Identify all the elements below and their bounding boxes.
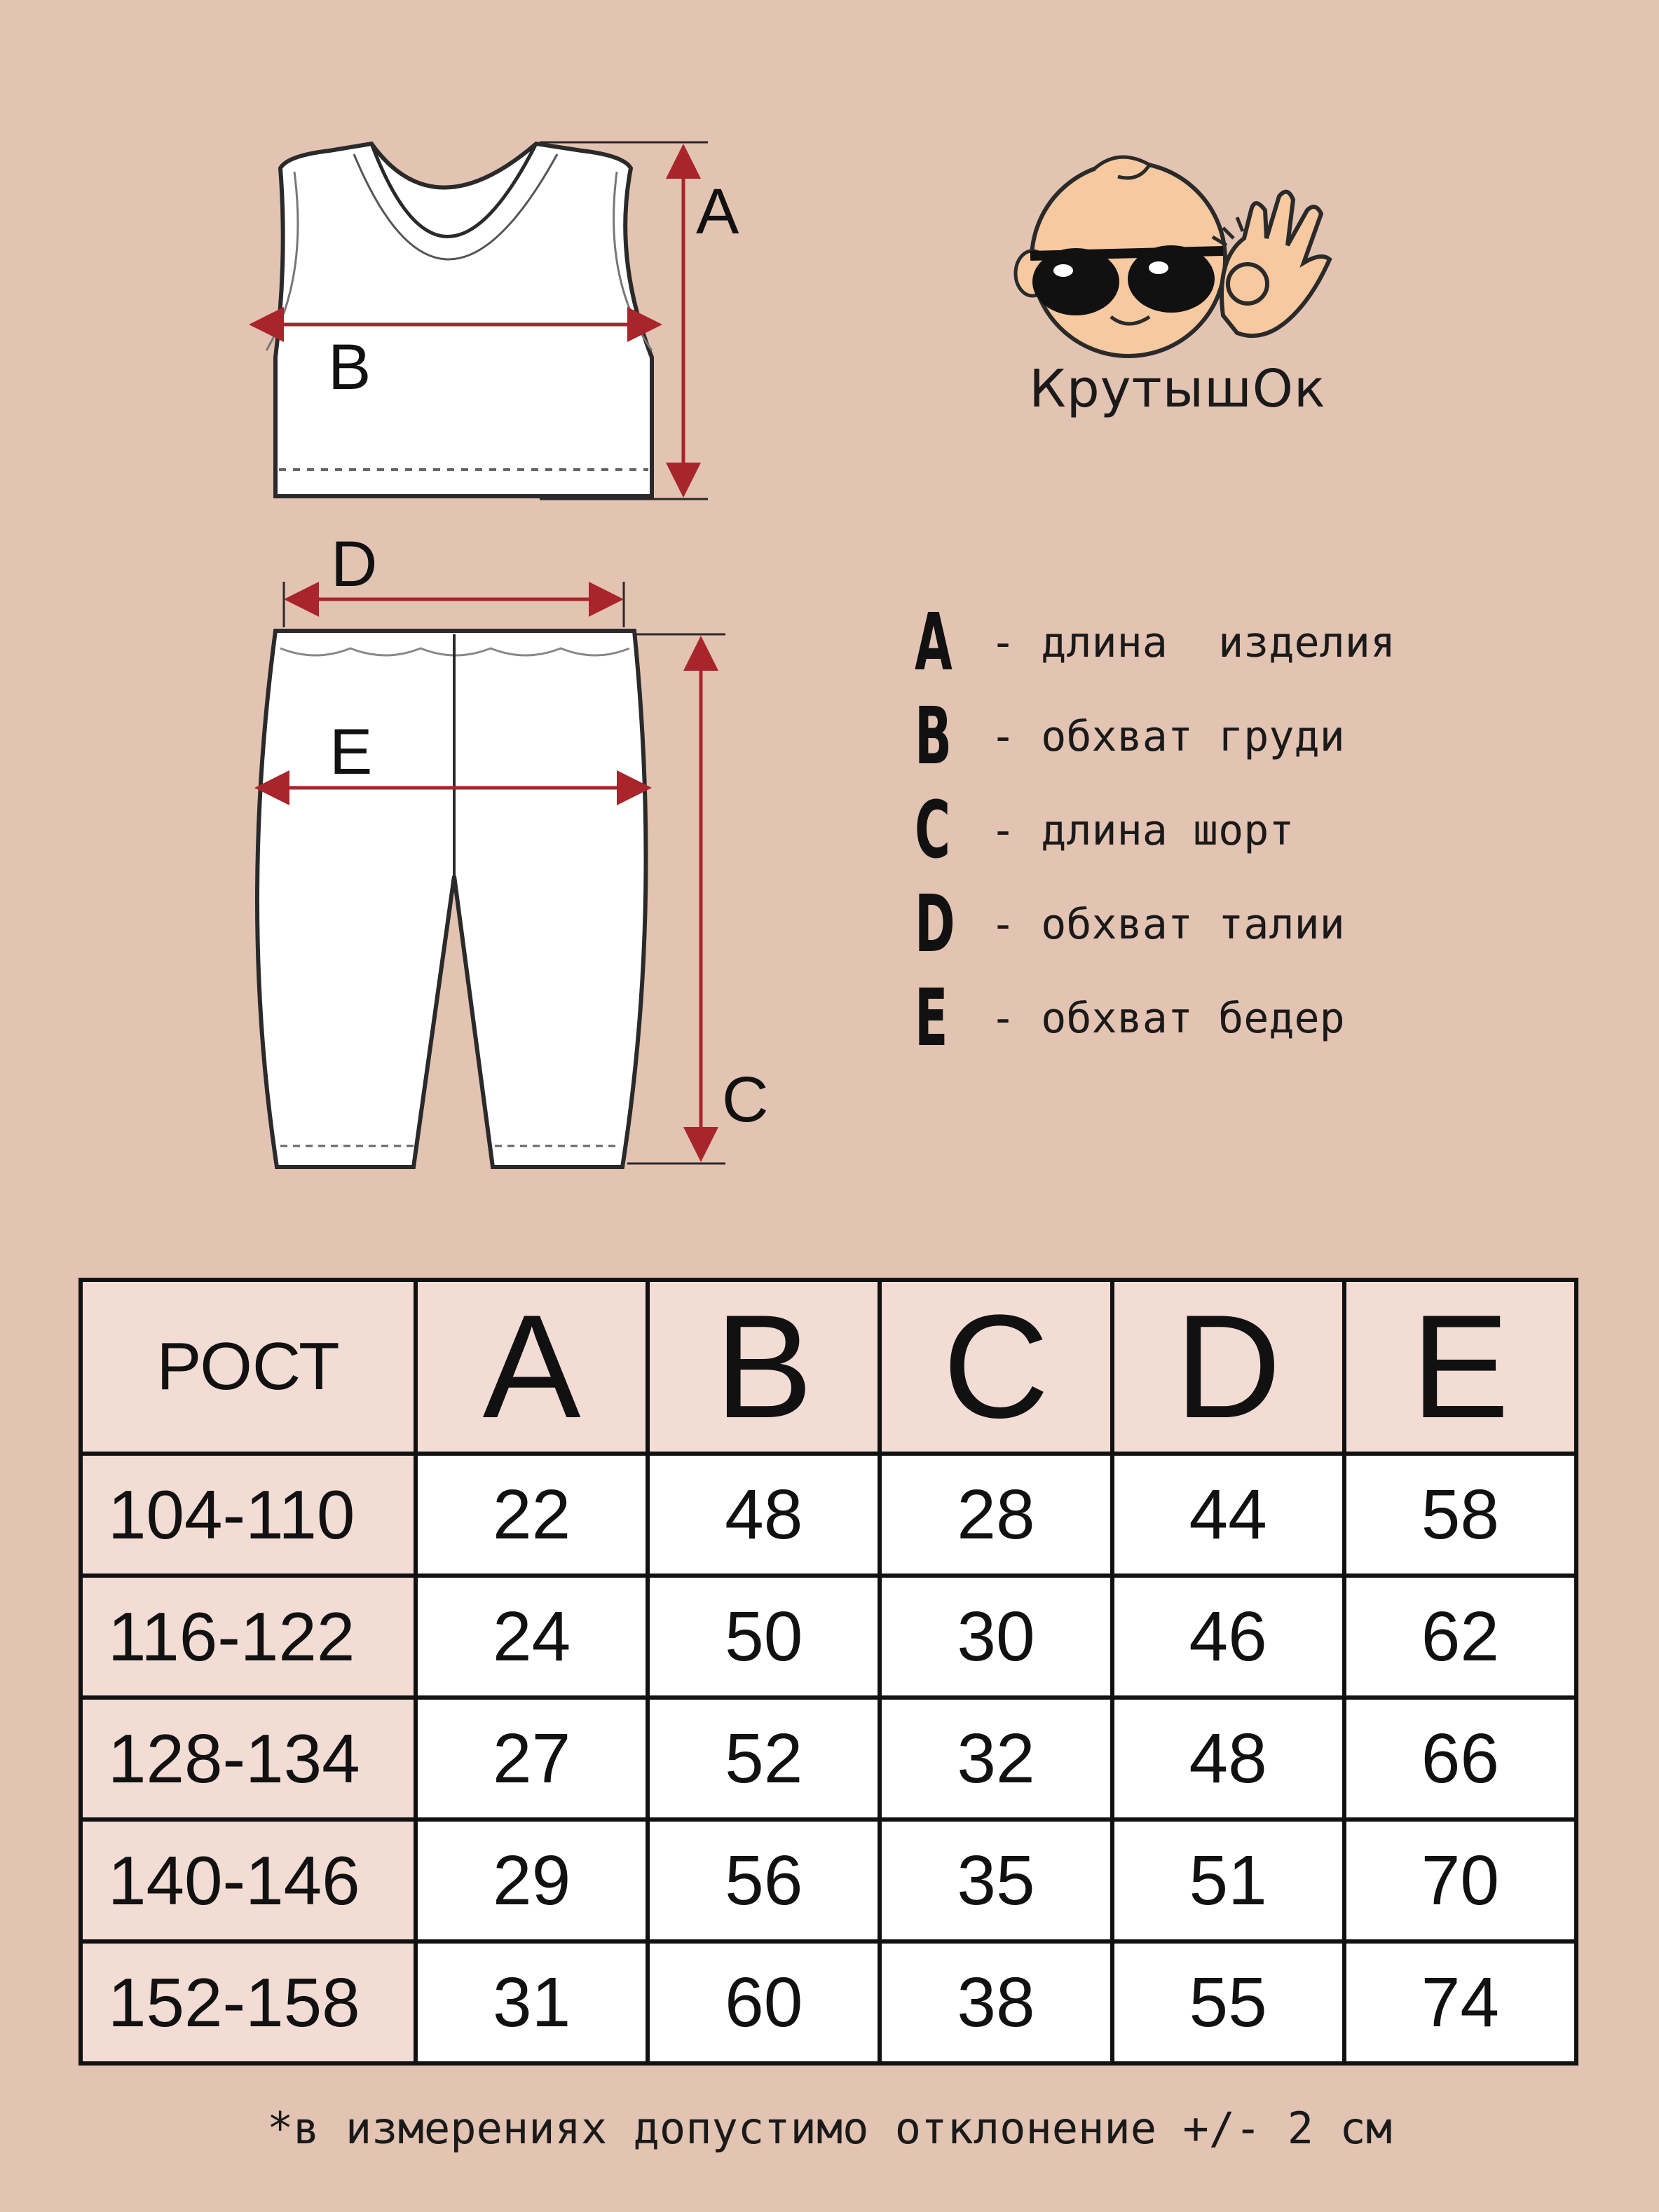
cell-a: 27 — [416, 1698, 648, 1820]
legend-item-d — [915, 878, 1395, 971]
size-table — [78, 1278, 1578, 2066]
diagram-label-e: E — [329, 716, 373, 788]
cell-c: 35 — [880, 1820, 1112, 1941]
cell-c: 30 — [880, 1576, 1112, 1698]
legend-key: B — [915, 691, 952, 782]
legend-item-a — [915, 596, 1395, 690]
tank-top-icon — [266, 144, 652, 496]
cell-b: 48 — [648, 1454, 880, 1576]
cell-b: 60 — [648, 1941, 880, 2063]
legend-text: - длина изделия — [990, 618, 1395, 667]
header-b: B — [648, 1280, 880, 1454]
cell-a: 31 — [416, 1941, 648, 2063]
shorts-icon — [257, 631, 646, 1167]
cell-c: 38 — [880, 1941, 1112, 2063]
cell-d: 44 — [1112, 1454, 1344, 1576]
baby-face-sunglasses-ok-hand-icon — [1013, 133, 1377, 364]
row-height: 128-134 — [81, 1698, 416, 1820]
measurement-legend — [915, 596, 1395, 1065]
legend-text: - обхват талии — [990, 900, 1345, 949]
legend-item-e — [915, 971, 1395, 1065]
header-d: D — [1112, 1280, 1344, 1454]
row-height: 140-146 — [81, 1820, 416, 1941]
legend-key: D — [915, 879, 955, 970]
table-row — [81, 1576, 1576, 1698]
legend-text: - длина шорт — [990, 806, 1295, 855]
header-height: РОСТ — [81, 1280, 416, 1454]
legend-key: C — [915, 785, 950, 876]
cell-c: 32 — [880, 1698, 1112, 1820]
cell-b: 52 — [648, 1698, 880, 1820]
table-header-row — [81, 1280, 1576, 1454]
legend-item-b — [915, 690, 1395, 784]
table-row — [81, 1820, 1576, 1941]
table-row — [81, 1454, 1576, 1576]
cell-e: 74 — [1344, 1941, 1576, 2063]
table-row — [81, 1941, 1576, 2063]
header-c: C — [880, 1280, 1112, 1454]
brand-logo — [1013, 133, 1377, 428]
cell-a: 22 — [416, 1454, 648, 1576]
cell-e: 62 — [1344, 1576, 1576, 1698]
cell-b: 50 — [648, 1576, 880, 1698]
row-height: 104-110 — [81, 1454, 416, 1576]
brand-name: КрутышОк — [1029, 359, 1326, 419]
row-height: 152-158 — [81, 1941, 416, 2063]
row-height: 116-122 — [81, 1576, 416, 1698]
cell-a: 29 — [416, 1820, 648, 1941]
cell-d: 48 — [1112, 1698, 1344, 1820]
header-e: E — [1344, 1280, 1576, 1454]
legend-key: E — [915, 973, 948, 1064]
table-row — [81, 1698, 1576, 1820]
diagram-label-d: D — [331, 528, 378, 600]
measurement-footnote: *в измерениях допустимо отклонение +/- 2 см — [266, 2103, 1393, 2154]
diagram-label-b: B — [328, 332, 371, 403]
legend-item-c — [915, 784, 1395, 878]
legend-text: - обхват груди — [990, 712, 1345, 761]
cell-a: 24 — [416, 1576, 648, 1698]
cell-c: 28 — [880, 1454, 1112, 1576]
cell-e: 70 — [1344, 1820, 1576, 1941]
cell-e: 58 — [1344, 1454, 1576, 1576]
garment-diagram — [0, 0, 806, 1192]
cell-b: 56 — [648, 1820, 880, 1941]
cell-d: 51 — [1112, 1820, 1344, 1941]
diagram-label-c: C — [722, 1064, 769, 1135]
cell-e: 66 — [1344, 1698, 1576, 1820]
cell-d: 55 — [1112, 1941, 1344, 2063]
legend-text: - обхват бедер — [990, 994, 1345, 1043]
header-a: A — [416, 1280, 648, 1454]
legend-key: A — [915, 597, 953, 688]
diagram-label-a: A — [696, 176, 739, 247]
cell-d: 46 — [1112, 1576, 1344, 1698]
